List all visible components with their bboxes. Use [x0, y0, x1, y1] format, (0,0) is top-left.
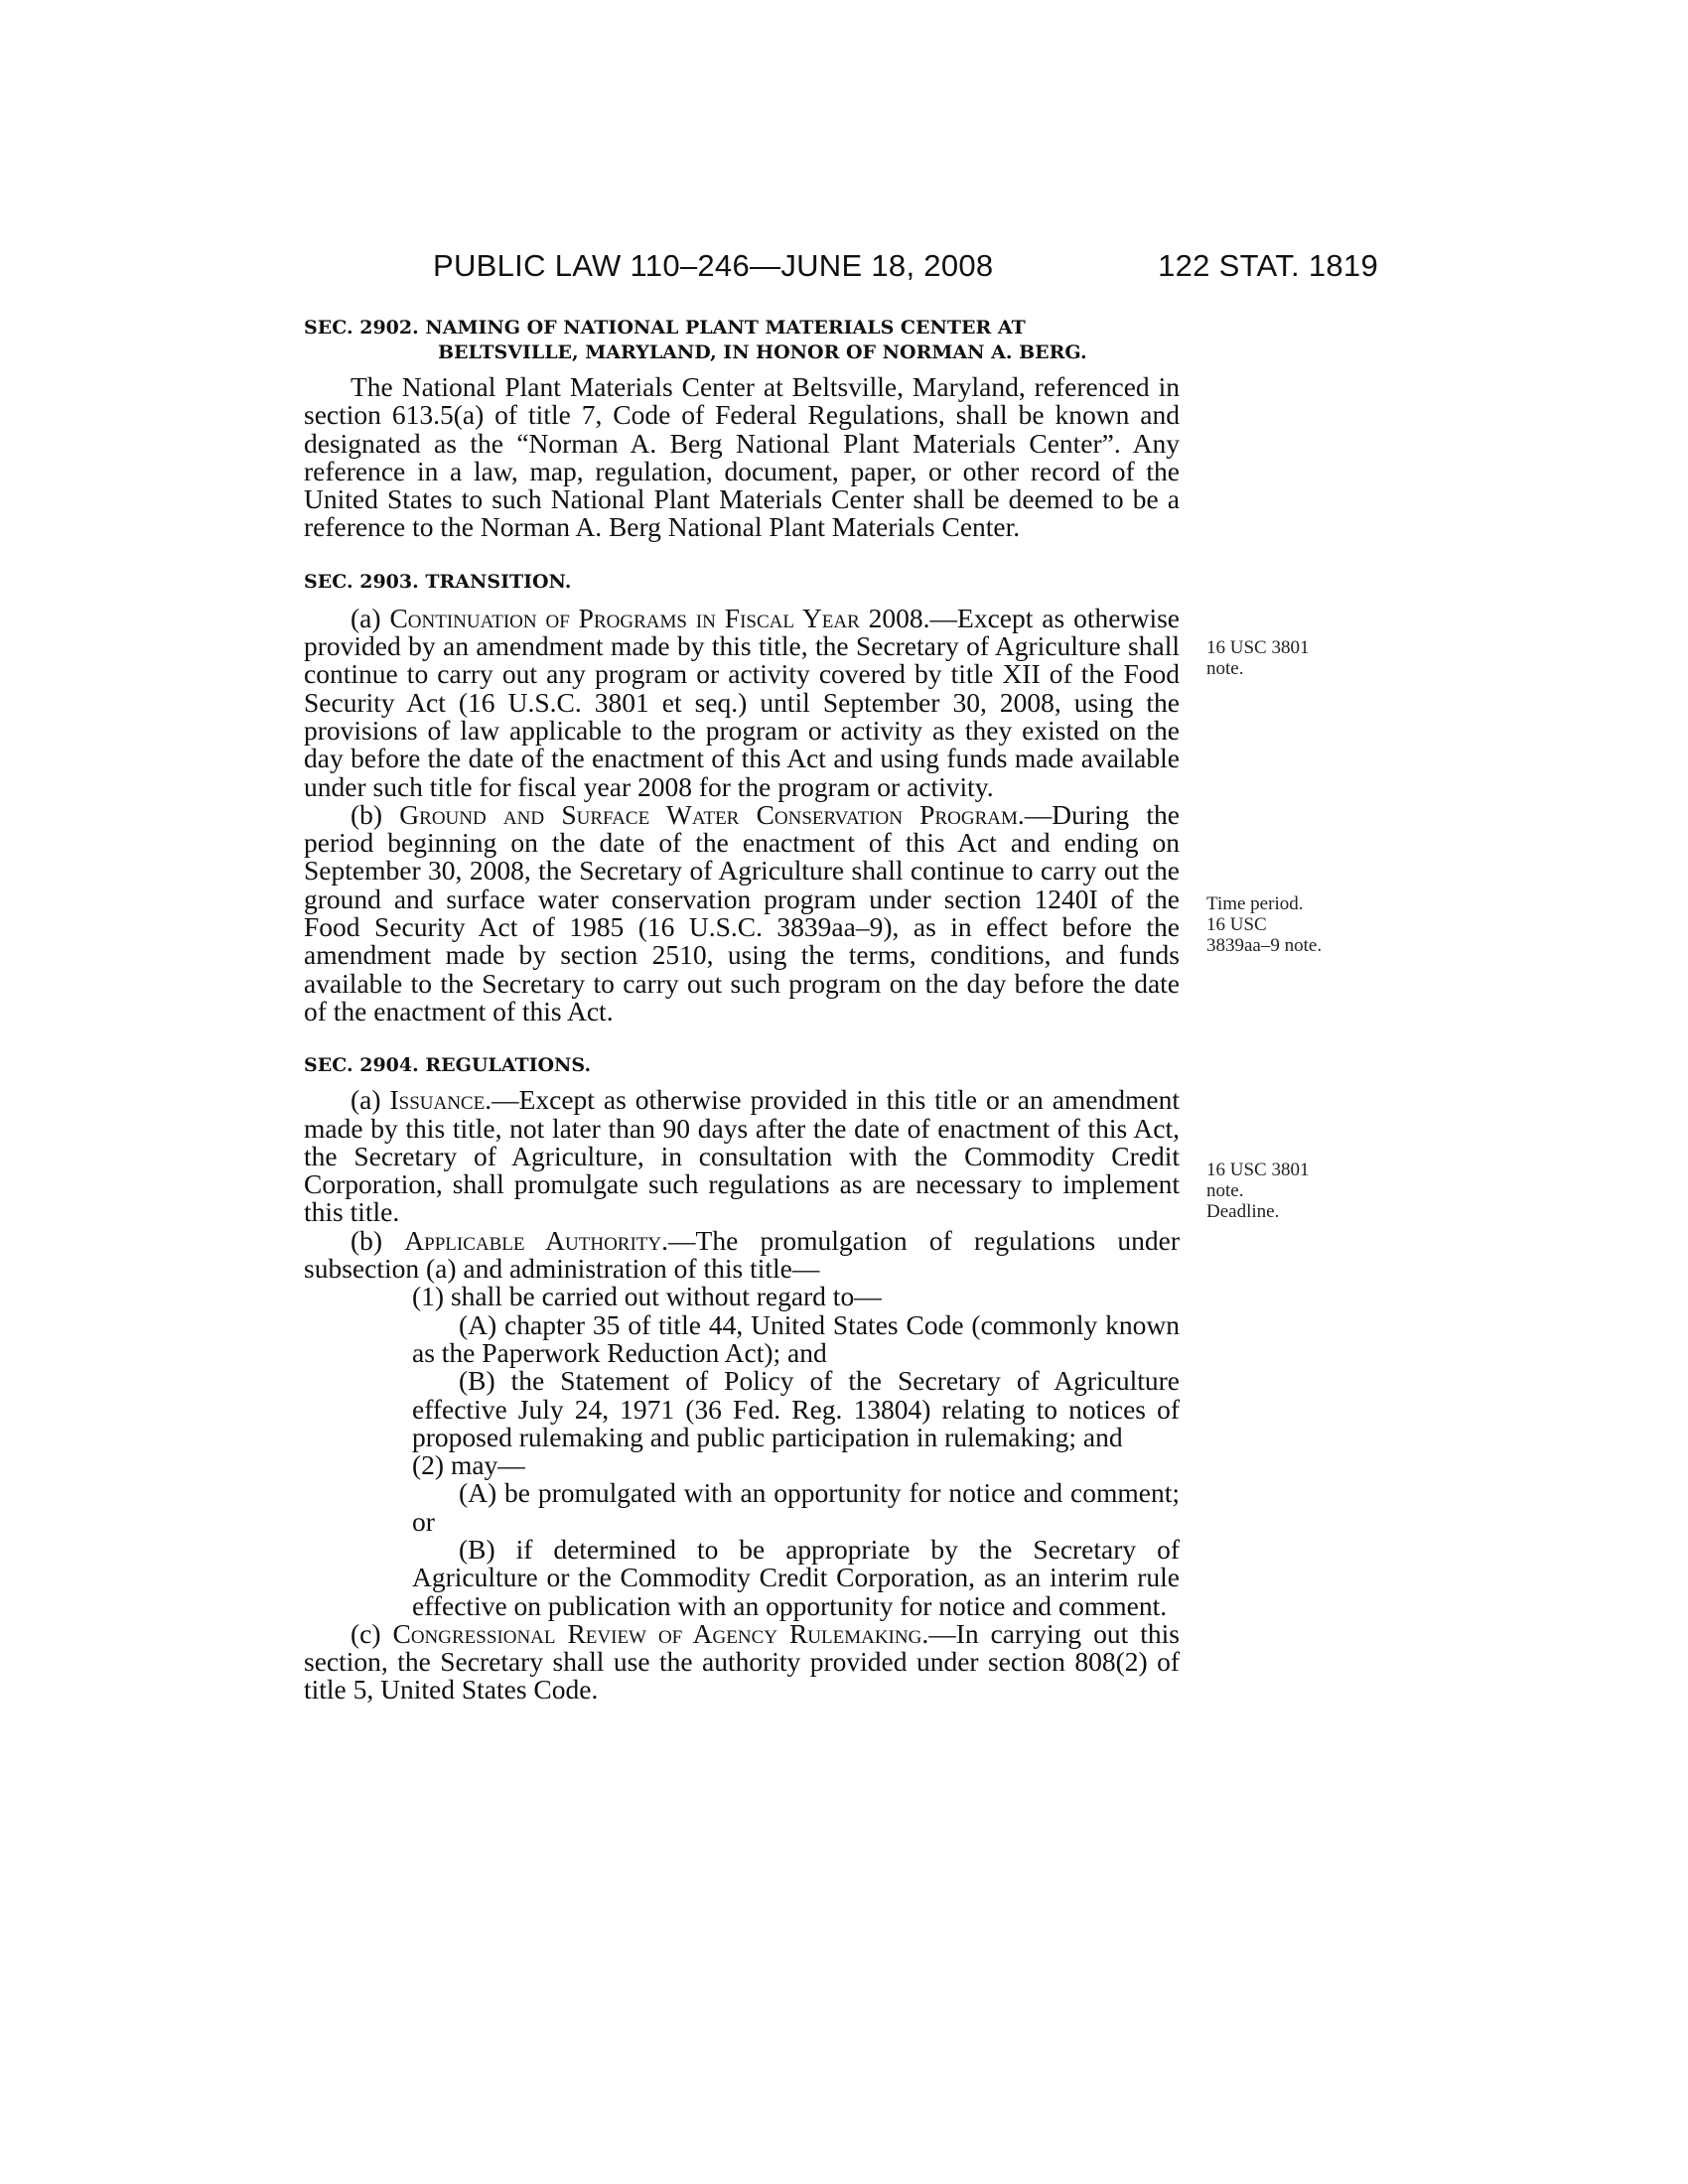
section-2904-c-title: Congressional Review of Agency Rulemaking: [392, 1617, 922, 1649]
section-2904-heading: SEC. 2904. REGULATIONS.: [304, 1054, 592, 1077]
section-2904-b: (b) Applicable Authority.—The promulgation of regulations under subsection (a) and administration of this title—: [304, 1224, 1180, 1285]
section-2904-b-2-A: (A) be promulgated with an opportunity for notice and comment; or: [412, 1477, 1180, 1537]
running-head: [298, 248, 1378, 288]
section-2903-a-title: Continuation of Programs in Fiscal Year 2008: [389, 602, 923, 633]
section-2904-b-1: (1) shall be carried out without regard to—: [412, 1281, 882, 1312]
section-2904-b-title: Applicable Authority: [404, 1224, 662, 1256]
public-law-citation: PUBLIC LAW 110–246—JUNE 18, 2008: [433, 248, 994, 283]
margin-note-2903b: Time period. 16 USC 3839aa–9 note.: [1206, 893, 1323, 956]
section-2904-a-title: Issuance: [389, 1084, 486, 1116]
margin-note-2903a: 16 USC 3801 note.: [1206, 637, 1310, 679]
statute-page-number: 122 STAT. 1819: [1158, 248, 1378, 283]
section-2903-b-title: Ground and Surface Water Conservation Program: [399, 798, 1018, 830]
section-2904-c: (c) Congressional Review of Agency Rulemaking.—In carrying out this section, the Secretary shall use the authority provided under section 808(2) of title 5, United States Code.: [304, 1617, 1180, 1706]
section-2904-b-1-A: (A) chapter 35 of title 44, United States Code (commonly known as the Paperwork Reduction Act); and: [412, 1308, 1180, 1368]
section-2904-b-2: (2) may—: [412, 1449, 525, 1481]
section-2903-b: (b) Ground and Surface Water Conservation Program.—During the period beginning on the date of the enactment of this Act and ending on September 30, 2008, the Secretary of Agriculture shall continue to carry out the ground and surface water conservation program under section 1240I of the Food Security Act of 1985 (16 U.S.C. 3839aa–9), as in effect before the amendment made by section 2510, using the terms, conditions, and funds available to the Secretary to carry out such program on the day before the date of the enactment of this Act.: [304, 798, 1180, 1026]
section-2904-b-2-B: (B) if determined to be appropriate by the Secretary of Agriculture or the Commodity Credit Corporation, as an interim rule effective on publication with an opportunity for notice and comment.: [412, 1533, 1180, 1621]
section-2904-a: (a) Issuance.—Except as otherwise provided in this title or an amendment made by this title, not later than 90 days after the date of enactment of this Act, the Secretary of Agriculture, in consultation with the Commodity Credit Corporation, shall promulgate such regulations as are necessary to implement this title.: [304, 1084, 1180, 1228]
section-2902-heading: SEC. 2902. NAMING OF NATIONAL PLANT MATERIALS CENTER AT BELTSVILLE, MARYLAND, IN HONOR OF NORMAN A. BERG.: [304, 317, 1087, 363]
margin-note-2904: 16 USC 3801 note. Deadline.: [1206, 1160, 1310, 1222]
section-2904-b-1-B: (B) the Statement of Policy of the Secretary of Agriculture effective July 24, 1971 (36 Fed. Reg. 13804) relating to notices of proposed rulemaking and public participation in rulemaking; and: [412, 1365, 1180, 1452]
section-2903-heading: SEC. 2903. TRANSITION.: [304, 570, 572, 593]
section-2903-a: (a) Continuation of Programs in Fiscal Year 2008.—Except as otherwise provided by an amendment made by this title, the Secretary of Agriculture shall continue to carry out any program or activity covered by title XII of the Food Security Act (16 U.S.C. 3801 et seq.) until September 30, 2008, using the provisions of law applicable to the program or activity as they existed on the day before the date of the enactment of this Act and using funds made available under such title for fiscal year 2008 for the program or activity.: [304, 602, 1181, 802]
main-text-column: [304, 316, 1180, 1705]
section-2902-body: The National Plant Materials Center at Beltsville, Maryland, referenced in section 613.5(a) of title 7, Code of Federal Regulations, shall be known and designated as the “Norman A. Berg National Plant Materials Center”. Any reference in a law, map, regulation, document, paper, or other record of the United States to such National Plant Materials Center shall be deemed to be a reference to the Norman A. Berg National Plant Materials Center.: [304, 371, 1180, 543]
